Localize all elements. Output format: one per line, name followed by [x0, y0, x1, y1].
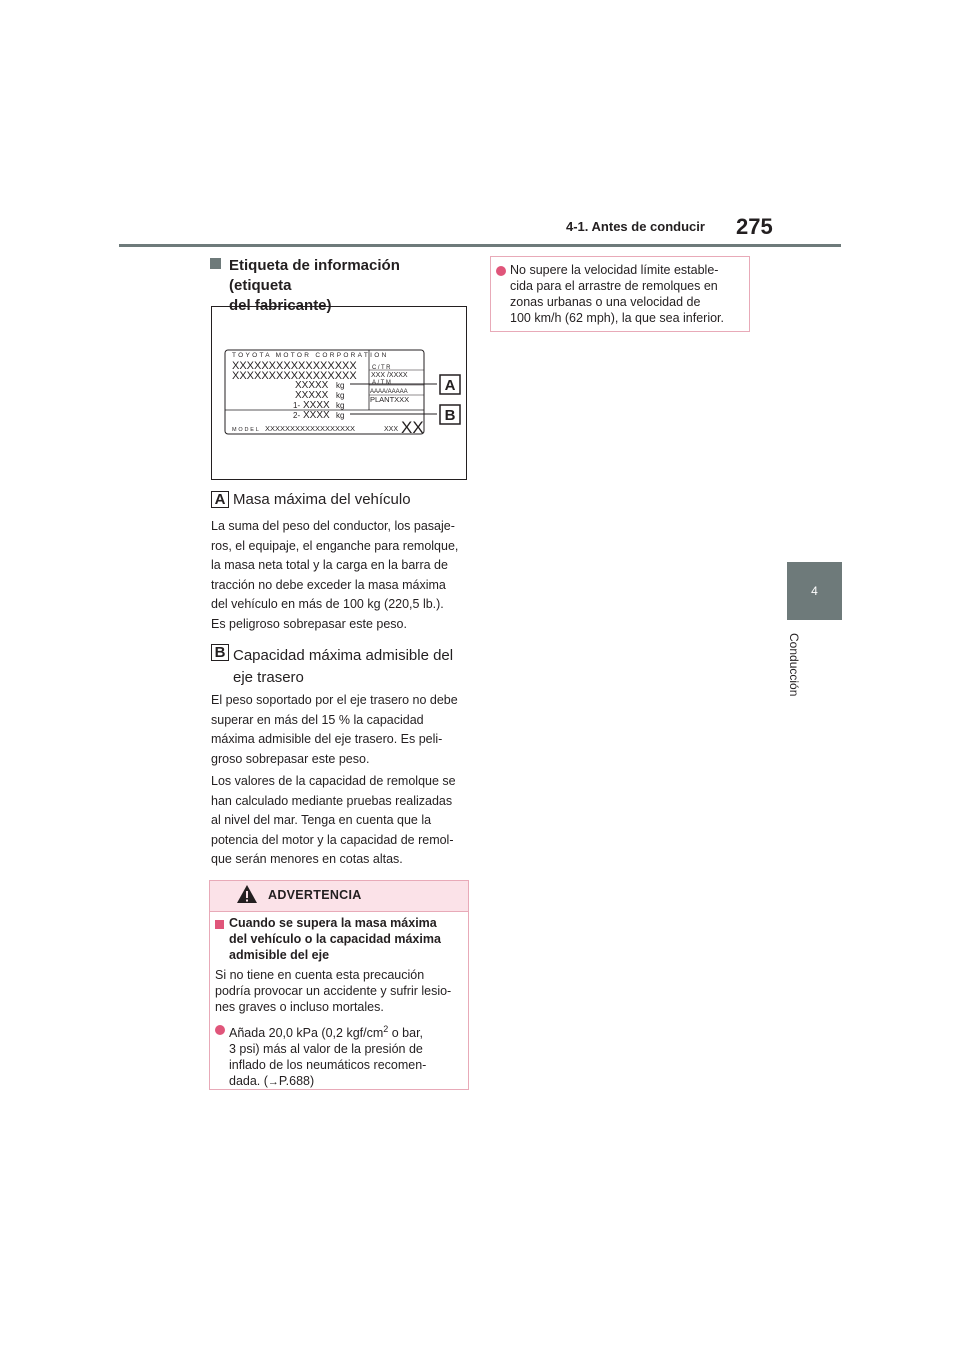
warn-line: nes graves o incluso mortales. — [215, 1000, 384, 1014]
chapter-tab[interactable] — [787, 562, 842, 620]
chapter-label — [775, 633, 815, 713]
note-line: 100 km/h (62 mph), la que sea inferior. — [510, 311, 725, 325]
c-line: Los valores de la capacidad de remolque se — [211, 774, 456, 788]
bullet-last-prefix: dada. ( — [229, 1074, 268, 1089]
warning-square-icon — [215, 920, 224, 929]
fig-ctr: C/TR — [372, 365, 392, 371]
fig-callout-b: B — [444, 407, 456, 424]
label-a-marker: A — [211, 491, 229, 508]
bullet-line: 3 psi) más al valor de la presión de — [229, 1042, 423, 1057]
b-title-line-1: Capacidad máxima admisible del — [233, 647, 454, 664]
heading-square-icon — [210, 258, 221, 269]
a-title: Masa máxima del vehículo — [233, 491, 411, 508]
speed-note-box — [490, 256, 750, 332]
warning-text — [215, 967, 465, 1015]
fig-model-value: XXXXXXXXXXXXXXXXXX — [265, 424, 356, 433]
a-line: La suma del peso del conductor, los pasaje- — [211, 519, 455, 533]
fig-unit-4: kg — [336, 411, 345, 420]
note-text — [510, 262, 746, 326]
header-rule — [119, 244, 841, 247]
b-line: groso sobrepasar este peso. — [211, 751, 370, 766]
fig-mass-3: XXXX — [303, 400, 330, 411]
warning-bullet-text — [229, 1021, 465, 1090]
bullet-line-1 — [229, 1021, 465, 1041]
warning-box — [209, 880, 469, 1090]
a-line: la masa neta total y la carga en la barra de — [211, 558, 448, 572]
warning-bullet-icon — [215, 1025, 225, 1035]
c-line: potencia del motor y la capacidad de remol- — [211, 832, 454, 847]
fig-atm: A/TM — [372, 380, 393, 386]
b-title-line-2: eje trasero — [233, 669, 304, 686]
fig-mass-4: XXXX — [303, 410, 330, 421]
warning-title: ADVERTENCIA — [268, 888, 362, 902]
chapter-number: 4 — [811, 584, 818, 598]
fig-mass-1: XXXXX — [295, 380, 329, 391]
fig-unit-3: kg — [336, 401, 345, 410]
warning-header — [210, 881, 468, 912]
warn-line: podría provocar un accidente y sufrir lesio- — [215, 984, 452, 998]
fig-unit-1: kg — [336, 381, 345, 390]
fig-mass-2: XXXXX — [295, 390, 329, 401]
fig-callout-a: A — [444, 377, 456, 394]
fig-maker: TOYOTA MOTOR CORPORATION — [232, 352, 389, 359]
sub-line: Cuando se supera la masa máxima — [229, 916, 437, 930]
heading-line-1: Etiqueta de información (etiqueta — [229, 257, 400, 294]
a-line: del vehículo en más de 100 kg (220,5 lb.). — [211, 597, 444, 611]
label-figure — [211, 306, 467, 480]
fig-xxx: XXX — [384, 426, 399, 433]
warning-subheading — [229, 915, 465, 963]
c-line: al nivel del mar. Tenga en cuenta que la — [211, 813, 432, 827]
b-line: El peso soportado por el eje trasero no debe — [211, 693, 458, 707]
fig-xx: XX — [401, 418, 424, 437]
sub-line: admisible del eje — [229, 948, 330, 962]
section-title: 4-1. Antes de conducir — [566, 219, 705, 234]
page-number: 275 — [736, 214, 773, 239]
b-title — [233, 645, 453, 689]
note-line: zonas urbanas o una velocidad de — [510, 295, 701, 309]
heading-line-2: del fabricante) — [229, 297, 332, 314]
label-b-marker: B — [211, 644, 229, 661]
b-line: superar en más del 15 % la capacidad — [211, 712, 424, 727]
bullet-part-2: o bar, — [388, 1026, 424, 1041]
chapter-name: Conducción — [787, 633, 801, 697]
c-line: que serán menores en cotas altas. — [211, 852, 403, 866]
fig-mass-3-prefix: 1- — [293, 401, 301, 410]
fig-mass-4-prefix: 2- — [293, 411, 301, 420]
page-reference-link[interactable]: P.688) — [278, 1074, 315, 1089]
sub-line: del vehículo o la capacidad máxima — [229, 932, 441, 946]
note-line: cida para el arrastre de remolques en — [510, 279, 718, 293]
a-line: ros, el equipaje, el enganche para remolque, — [211, 538, 459, 553]
fig-ctr-value: XXX /XXXX — [371, 372, 408, 379]
fig-plant: PLANTXXX — [370, 395, 410, 404]
bullet-sup: 2 — [383, 1024, 389, 1034]
fig-vin-1: XXXXXXXXXXXXXXXXX — [232, 360, 357, 372]
bullet-part-1: Añada 20,0 kPa (0,2 kgf/cm — [229, 1026, 384, 1041]
c-line: han calculado mediante pruebas realizadas — [211, 793, 453, 808]
bullet-line: inflado de los neumáticos recomen- — [229, 1058, 427, 1073]
bullet-line-last — [229, 1073, 465, 1090]
warning-triangle-icon — [236, 884, 258, 904]
note-bullet-icon — [496, 266, 506, 276]
fig-vin-2: XXXXXXXXXXXXXXXXX — [232, 370, 357, 382]
arrow-icon: → — [267, 1076, 279, 1089]
a-line: tracción no debe exceder la masa máxima — [211, 577, 446, 592]
warn-line: Si no tiene en cuenta esta precaución — [215, 968, 425, 982]
fig-unit-2: kg — [336, 391, 345, 400]
a-line: Es peligroso sobrepasar este peso. — [211, 616, 407, 631]
b-paragraph — [211, 691, 467, 769]
manufacturer-label-illustration — [212, 307, 466, 479]
b-line: máxima admisible del eje trasero. Es peli- — [211, 732, 443, 746]
a-paragraph — [211, 517, 467, 634]
towing-paragraph — [211, 772, 467, 870]
fig-model-label: MODEL — [232, 427, 261, 433]
fig-plant-code: AAAA/AAAAA — [370, 389, 408, 395]
note-line: No supere la velocidad límite estable- — [510, 263, 719, 277]
